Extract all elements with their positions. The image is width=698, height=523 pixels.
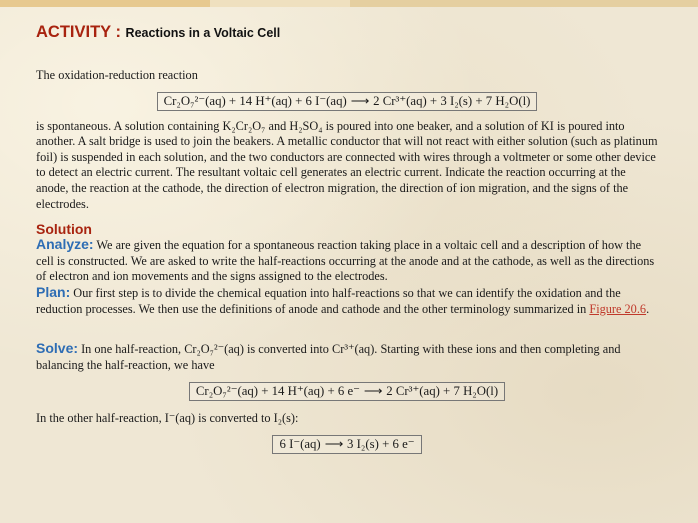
analyze-label: Analyze: xyxy=(36,236,94,253)
equation-box xyxy=(157,92,538,111)
solve-paragraph xyxy=(36,341,658,373)
reaction-arrow: ⟶ xyxy=(350,93,370,108)
title-subtitle: Reactions in a Voltaic Cell xyxy=(125,26,281,40)
other-half-text: In the other half-reaction, I⁻(aq) is converted to I₂(s): xyxy=(36,411,299,426)
plan-paragraph xyxy=(36,285,658,317)
equation-overall xyxy=(36,92,658,111)
solve-text: In one half-reaction, Cr₂O₇²⁻(aq) is converted into Cr³⁺(aq). Starting with these ions and then completing and balancing the half-reaction, we have xyxy=(36,342,621,372)
reaction-arrow: ⟶ xyxy=(363,384,383,399)
plan-end: . xyxy=(646,301,650,316)
slide-content xyxy=(36,14,658,454)
solution-heading: Solution xyxy=(36,221,92,238)
problem-statement: is spontaneous. A solution containing K₂Cr₂O₇ and H₂SO₄ is poured into one beaker, and a solution of KI is poured into another. A salt bridge is used to join the beakers. A metallic conductor that will not react with either solution (such as platinum foil) is suspended in each solution, and the two conductors are connected with wires through a voltmeter or some other device to detect an electric current. The resultant voltaic cell generates an electric current. Indicate the reaction occurring at the anode, the reaction at the cathode, the direction of electron migration, the direction of ion migration, and the signs of the electrodes. xyxy=(36,118,658,211)
equation-box xyxy=(189,382,505,401)
top-decorative-bar xyxy=(0,0,698,7)
equation-rhs: 3 I₂(s) + 6 e⁻ xyxy=(347,436,415,451)
equation-lhs: 6 I⁻(aq) xyxy=(279,436,321,451)
plan-label: Plan: xyxy=(36,283,71,300)
equation-lhs: Cr₂O₇²⁻(aq) + 14 H⁺(aq) + 6 I⁻(aq) xyxy=(163,93,347,108)
equation-rhs: 2 Cr³⁺(aq) + 7 H₂O(l) xyxy=(386,384,499,399)
equation-oxidation xyxy=(36,435,658,454)
equation-rhs: 2 Cr³⁺(aq) + 3 I₂(s) + 7 H₂O(l) xyxy=(373,93,531,108)
equation-reduction xyxy=(36,382,658,401)
top-bar-segment xyxy=(0,0,210,7)
figure-link[interactable]: Figure 20.6 xyxy=(589,301,647,316)
reaction-arrow: ⟶ xyxy=(324,436,344,451)
top-bar-segment xyxy=(350,0,698,7)
equation-box xyxy=(272,435,421,454)
slide-title xyxy=(36,22,658,43)
equation-lhs: Cr₂O₇²⁻(aq) + 14 H⁺(aq) + 6 e⁻ xyxy=(195,384,360,399)
plan-text: Our first step is to divide the chemical equation into half-reactions so that we can identify the oxidation and the reduction processes. We then use the definitions of anode and cathode and the other terminology summarized in xyxy=(36,285,621,316)
title-prefix: ACTIVITY : xyxy=(36,23,126,41)
analyze-text: We are given the equation for a spontaneous reaction taking place in a voltaic cell and a description of how the cell is constructed. We are asked to write the half-reactions occurring at the anode and at the cathode, as well as the directions of electron and ion movements and the signs assigned to the electrodes. xyxy=(36,238,655,284)
solve-label: Solve: xyxy=(36,340,79,357)
intro-text: The oxidation-reduction reaction xyxy=(36,68,198,82)
analyze-paragraph xyxy=(36,237,658,285)
top-bar-segment xyxy=(210,0,350,7)
